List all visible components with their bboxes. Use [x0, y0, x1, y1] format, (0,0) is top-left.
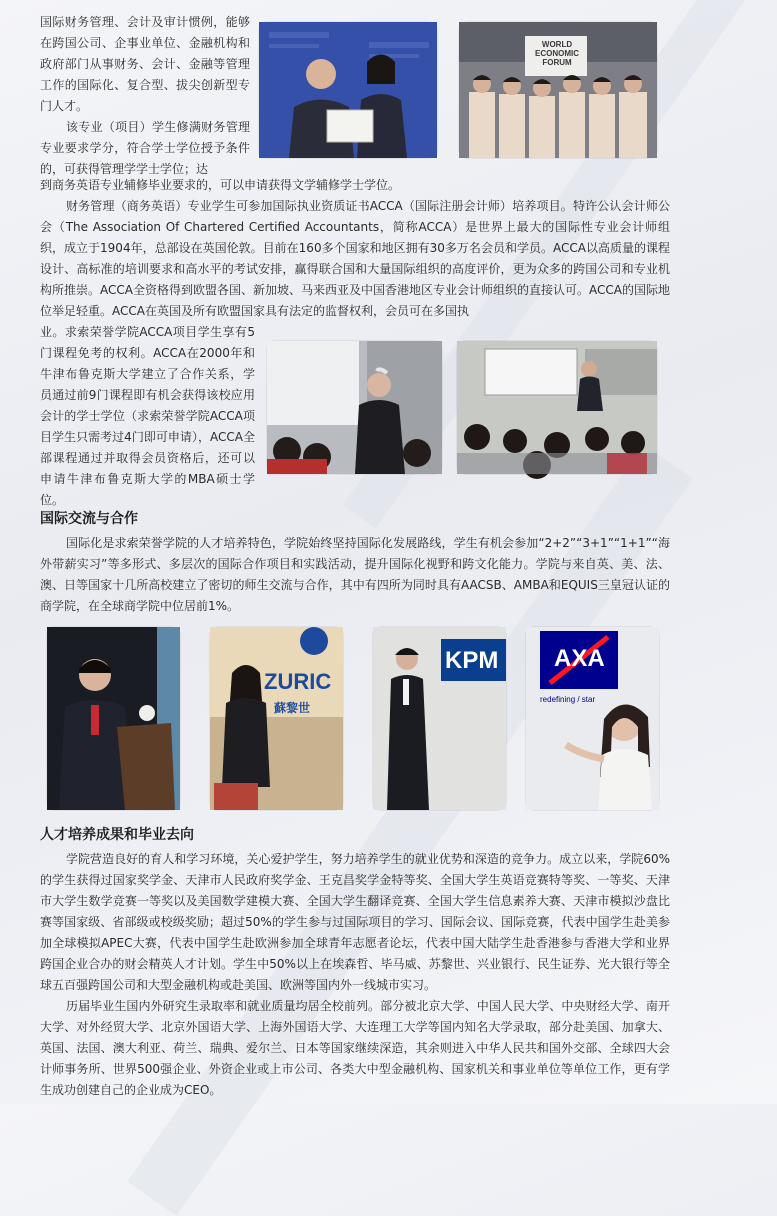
axa-logo-text: AXA — [554, 645, 605, 672]
forum-logo-line: ECONOMIC — [535, 49, 579, 58]
photo-award-ceremony — [259, 22, 437, 158]
intro-paragraph: 国际财务管理、会计及审计惯例，能够在跨国公司、企事业单位、金融机构和政府部门从事财务、会计、金融等管理工作的国际化、复合型、拔尖创新型专门人才。 — [40, 15, 250, 113]
section-heading-international: 国际交流与合作 — [40, 511, 138, 527]
photo-kpmg — [373, 627, 506, 810]
photo-axa — [526, 627, 659, 810]
kpmg-logo-text: KPM — [445, 647, 499, 674]
acca-paragraph: 财务管理（商务英语）专业学生可参加国际执业资质证书ACCA（国际注册会计师）培养项目。特许公认会计师公会（The Association Of Chartered Certified Accountants，简称ACCA）是世界上最大的国际性专业会计师组织，成立于1904年，总部设在英国伦敦。目前在160多个国家和地区拥有30多万名会员和学员。ACCA以高质量的课程设计、高标准的培训要求和高水平的考试安排，赢得联合国和大量国际组织的高度评价，更为众多的跨国公司和专业机构所推崇。ACCA全资格得到欧盟各国、新加坡、马来西亚及中国香港地区专业会计师组织的直接认可。ACCA的国际地位举足轻重。ACCA在英国及所有欧盟国家具有法定的监督权利，会员可在多国执 — [40, 199, 670, 318]
zurich-chinese-text: 蘇黎世 — [274, 701, 311, 715]
degree-paragraph-continued: 到商务英语专业辅修毕业要求的，可以申请获得文学辅修学士学位。 — [40, 178, 401, 192]
outcomes-paragraph: 学院营造良好的育人和学习环境，关心爱护学生，努力培养学生的就业优势和深造的竞争力。成立以来，学院60%的学生获得过国家奖学金、天津市人民政府奖学金、王克昌奖学金特等奖、全国大学生英语竞赛特等奖、一等奖、天津市大学生数学竞赛一等奖以及美国数学建模大赛、全国大学生翻译竞赛、全国大学生信息素养大赛、天津市模拟沙盘比赛等国家级、省部级或校级奖励；超过50%的学生参与过国际项目的学习、国际会议、国际竞赛，代表中国学生赴美参加全球模拟APEC大赛，代表中国学生赴欧洲参加全球青年志愿者论坛，代表中国大陆学生赴香港参与香港大学和业界跨国企业合办的财会精英人才计划。学生中50%以上在埃森哲、毕马威、苏黎世、兴业银行、民生证券、光大银行等全球五百强跨国公司和大型金融机构或赴美国、欧洲等国内外一线城市实习。 — [40, 852, 670, 992]
degree-paragraph: 该专业（项目）学生修满财务管理专业要求学分，符合学士学位授予条件的，可获得管理学学士学位；达 — [40, 120, 250, 176]
forum-logo-text — [529, 40, 585, 67]
section-heading-outcomes: 人才培养成果和毕业去向 — [40, 827, 194, 843]
zurich-logo-text: ZURIC — [264, 669, 332, 694]
graduates-paragraph: 历届毕业生国内外研究生录取率和就业质量均居全校前列。部分被北京大学、中国人民大学、中央财经大学、南开大学、对外经贸大学、北京外国语大学、上海外国语大学、大连理工大学等国内知名大学录取，部分赴美国、加拿大、英国、法国、澳大利亚、荷兰、瑞典、爱尔兰、日本等国家继续深造，其余则进入中华人民共和国外交部、全球四大会计师事务所、世界500强企业、外资企业或上市公司、各类大中型金融机构、国家机关和事业单位等单位工作，更有学生成功创建自己的企业成为CEO。 — [40, 999, 670, 1097]
international-paragraph: 国际化是求索荣誉学院的人才培养特色，学院始终坚持国际化发展路线，学生有机会参加“2+2”“3+1”“1+1”“海外带薪实习”等多形式、多层次的国际合作项目和实践活动，提升国际化视野和跨文化能力。学院与来自英、美、法、澳、日等国家十几所高校建立了密切的师生交流与合作，其中有四所为同时具有AACSB、AMBA和EQUIS三皇冠认证的商学院，在全球商学院中位居前1%。 — [40, 536, 670, 613]
photo-lecturer — [267, 341, 442, 474]
acca-paragraph-continued: 业。求索荣誉学院ACCA项目学生享有5门课程免考的权利。ACCA在2000年和牛津布鲁克斯大学建立了合作关系，学员通过前9门课程即有机会获得该校应用会计的学士学位（求索荣誉学院ACCA项目学生只需考过4门即可申请），ACCA全部课程通过并取得会员资格后，还可以申请牛津布鲁克斯大学的MBA硕士学位。 — [40, 325, 255, 507]
photo-zurich — [210, 627, 343, 810]
axa-slogan-text: redefining / star — [540, 695, 596, 704]
photo-classroom — [457, 341, 657, 474]
forum-logo-line: WORLD — [541, 40, 573, 49]
photo-speaker-podium — [47, 627, 180, 810]
forum-logo-line: FORUM — [542, 58, 572, 67]
photo-world-economic-forum — [459, 22, 657, 158]
